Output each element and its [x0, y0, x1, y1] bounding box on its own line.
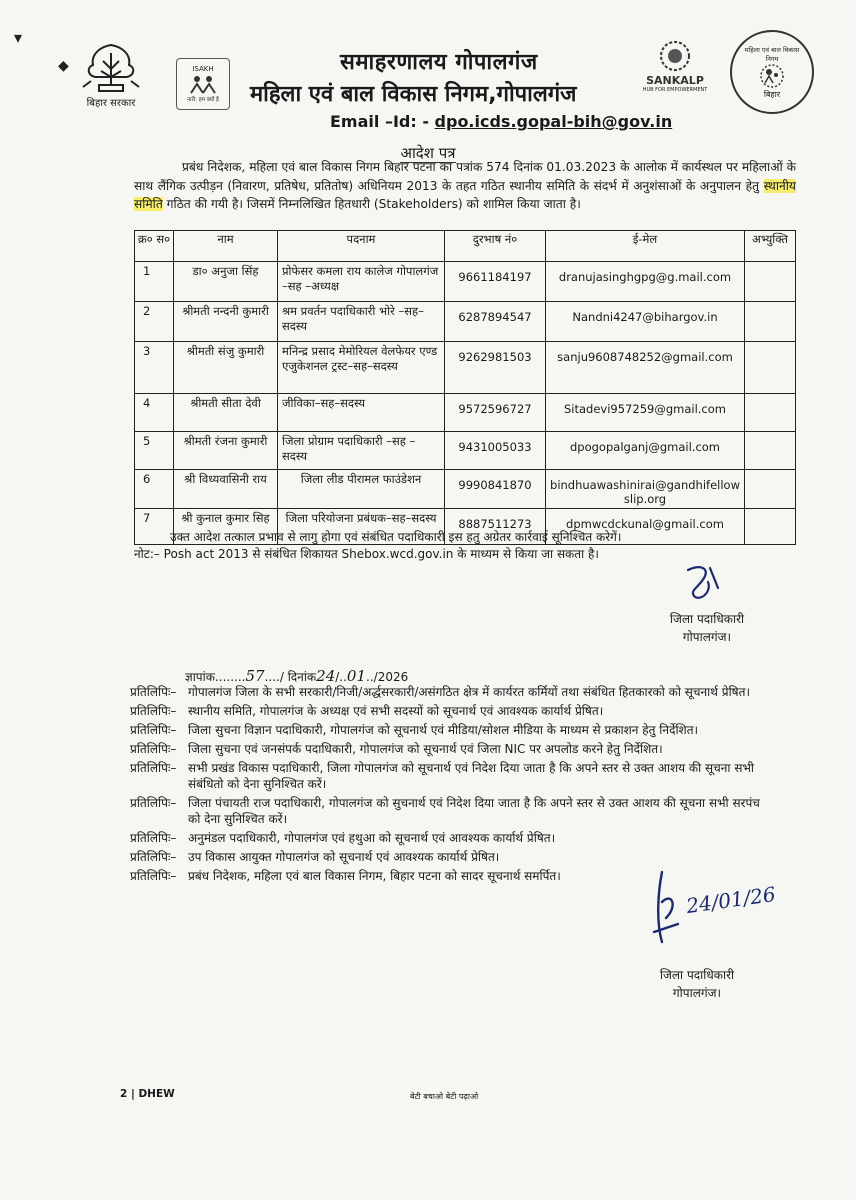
- people-icon: [188, 73, 218, 95]
- cell-email: Sitadevi957259@gmail.com: [546, 394, 745, 432]
- copy-label: प्रतिलिपिः–: [130, 761, 177, 775]
- copy-text: गोपालगंज जिला के सभी सरकारी/निजी/अर्द्धसरकारी/असंगठित क्षेत्र में कार्यरत कर्मियों तथा संबंधित हितकारको को सूचनार्थ प्रेषित।: [188, 685, 750, 699]
- cell-designation: जिला प्रोग्राम पदाधिकारी –सह – सदस्य: [278, 432, 445, 470]
- logo-caption: ISAKH: [192, 65, 214, 73]
- corner-mark: ▾: [14, 28, 23, 47]
- logo-caption: नारी: हम क्यों है: [187, 97, 219, 103]
- signature-1: [680, 562, 728, 608]
- cell-name: श्रीमती नन्दनी कुमारी: [174, 302, 278, 342]
- table-row: [135, 302, 796, 342]
- cell-remark: [745, 470, 796, 509]
- cell-name: डा० अनुजा सिंह: [174, 262, 278, 302]
- cell-remark: [745, 394, 796, 432]
- copy-list: [130, 684, 770, 887]
- cell-remark: [745, 342, 796, 394]
- bihar-emblem-logo: [76, 40, 146, 110]
- cell-designation: जिला परियोजना प्रबंधक–सह–सदस्य: [278, 509, 445, 545]
- copy-label: प्रतिलिपिः–: [130, 742, 177, 756]
- copy-label: प्रतिलिपिः–: [130, 723, 177, 737]
- cell-designation: जीविका–सह–सदस्य: [278, 394, 445, 432]
- seal-caption: महिला एवं बाल विकास निगम: [744, 45, 800, 63]
- signatory-place: गोपालगंज।: [672, 986, 722, 1000]
- intro-paragraph: [134, 158, 796, 214]
- cell-phone: 9431005033: [445, 432, 546, 470]
- sankalp-emblem-icon: [655, 40, 695, 74]
- cell-phone: 9990841870: [445, 470, 546, 509]
- copy-text: प्रबंध निदेशक, महिला एवं बाल विकास निगम, बिहार पटना को सादर सूचनार्थ समर्पित।: [188, 869, 561, 883]
- cell-sn: 2: [135, 302, 174, 342]
- cell-sn: 1: [135, 262, 174, 302]
- signatory-block-2: [642, 966, 752, 1002]
- signatory-block-1: [652, 610, 762, 646]
- cell-name: श्रीमती संजु कुमारी: [174, 342, 278, 394]
- cell-sn: 4: [135, 394, 174, 432]
- committee-table: [134, 230, 796, 545]
- cell-phone: 9572596727: [445, 394, 546, 432]
- col-header-designation: पदनाम: [278, 231, 445, 262]
- list-item: [130, 830, 770, 846]
- cell-email: dranujasinghgpg@g.mail.com: [546, 262, 745, 302]
- copy-text: अनुमंडल पदाधिकारी, गोपालगंज एवं हथुआ को सूचनार्थ एवं आवश्यक कार्यार्थ प्रेषित।: [188, 831, 556, 845]
- table-row: [135, 432, 796, 470]
- signatory-designation: जिला पदाधिकारी: [659, 968, 735, 982]
- cell-email: bindhuawashinirai@gandhifellowslip.org: [546, 470, 745, 509]
- cell-remark: [745, 262, 796, 302]
- signatory-designation: जिला पदाधिकारी: [669, 612, 745, 626]
- cell-phone: 6287894547: [445, 302, 546, 342]
- memo-number: 57: [245, 667, 265, 685]
- department-title: महिला एवं बाल विकास निगम,गोपालगंज: [250, 82, 577, 107]
- table-row: [135, 342, 796, 394]
- cell-name: श्रीमती रंजना कुमारी: [174, 432, 278, 470]
- list-item: [130, 703, 770, 719]
- seal-caption: बिहार: [763, 89, 781, 99]
- email-line: [330, 112, 672, 131]
- posh-note: नोट:– Posh act 2013 से संबंधित शिकायत Shebox.wcd.gov.in के माध्यम से किया जा सकता है।: [134, 547, 599, 561]
- wcd-corporation-seal: [730, 30, 814, 114]
- table-row: [135, 262, 796, 302]
- cell-name: श्रीमती सीता देवी: [174, 394, 278, 432]
- isakh-logo: [176, 58, 230, 110]
- logo-caption: SANKALP: [646, 73, 704, 87]
- cell-designation: जिला लीड पीरामल फाउंडेशन: [278, 470, 445, 509]
- letterhead: [0, 0, 856, 140]
- email-label: Email –Id: -: [330, 112, 429, 131]
- intro-text: गठित की गयी है। जिसमें निम्नलिखित हितधारी (Stakeholders) को शामिल किया जाता है।: [166, 197, 581, 211]
- cell-name: श्री विध्यवासिनी राय: [174, 470, 278, 509]
- office-title: समाहरणालय गोपालगंज: [340, 50, 538, 75]
- cell-phone: 8887511273: [445, 509, 546, 545]
- memo-date-month: 01: [346, 667, 367, 685]
- col-header-remark: अभ्युक्ति: [745, 231, 796, 262]
- cell-sn: 6: [135, 470, 174, 509]
- page-footer: 2 | DHEW: [120, 1088, 175, 1100]
- memo-date-year: 2026: [377, 670, 409, 684]
- copy-text: जिला सुचना विज्ञान पदाधिकारी, गोपालगंज को सूचनार्थ एवं मीडिया/सोशल मीडिया के माध्यम से प्रकाशन हेतु निर्देशित।: [188, 723, 699, 737]
- email-link[interactable]: dpo.icds.gopal-bih@gov.in: [434, 112, 673, 131]
- cell-sn: 5: [135, 432, 174, 470]
- signatory-place: गोपालगंज।: [682, 630, 732, 644]
- footer-org: DHEW: [138, 1088, 175, 1100]
- cell-sn: 3: [135, 342, 174, 394]
- mother-child-icon: [757, 63, 787, 89]
- copy-text: सभी प्रखंड विकास पदाधिकारी, जिला गोपालगंज को सूचनार्थ एवं निदेश दिया जाता है कि अपने स्तर से उक्त आशय की सूचना सभी संबंधितो को देना सुनिश्चित करें।: [188, 761, 755, 791]
- footer-slogan: बेटी बचाओ बेटी पढ़ाओ: [410, 1092, 479, 1101]
- document-title-text: आदेश पत्र: [400, 144, 456, 162]
- cell-email: dpogopalganj@gmail.com: [546, 432, 745, 470]
- page-number: 2: [120, 1088, 128, 1100]
- copy-label: प्रतिलिपिः–: [130, 850, 177, 864]
- table-row: [135, 394, 796, 432]
- cell-remark: [745, 302, 796, 342]
- logo-caption: बिहार सरकार: [86, 98, 136, 109]
- cell-remark: [745, 432, 796, 470]
- signature-2: [648, 862, 778, 956]
- copy-label: प्रतिलिपिः–: [130, 869, 177, 883]
- cell-name: श्री कुनाल कुमार सिह: [174, 509, 278, 545]
- memo-label: ज्ञापांक: [185, 670, 215, 684]
- cell-sn: 7: [135, 509, 174, 545]
- cell-email: dpmwcdckunal@gmail.com: [546, 509, 745, 545]
- handwritten-signature-icon: [680, 562, 728, 604]
- cell-phone: 9262981503: [445, 342, 546, 394]
- list-item: [130, 795, 770, 827]
- copy-text: उप विकास आयुक्त गोपालगंज को सूचनार्थ एवं आवश्यक कार्यार्थ प्रेषित।: [188, 850, 500, 864]
- table-header-row: [135, 231, 796, 262]
- col-header-sn: क्र० स०: [135, 231, 174, 262]
- copy-label: प्रतिलिपिः–: [130, 704, 177, 718]
- col-header-email: ई-मेल: [546, 231, 745, 262]
- copy-label: प्रतिलिपिः–: [130, 685, 177, 699]
- copy-label: प्रतिलिपिः–: [130, 796, 177, 810]
- memo-line: ज्ञापांक........57..../ दिनांक24/..01../2026: [185, 667, 409, 685]
- copy-label: प्रतिलिपिः–: [130, 831, 177, 845]
- signature-date: 24/01/26: [684, 881, 778, 919]
- cell-designation: श्रम प्रवर्तन पदाधिकारी भोरे –सह–सदस्य: [278, 302, 445, 342]
- list-item: [130, 741, 770, 757]
- list-item: [130, 760, 770, 792]
- intro-text: प्रबंध निदेशक, महिला एवं बाल विकास निगम बिहार पटना का पत्रांक 574 दिनांक 01.03.2023 के आलोक में कार्यस्थल पर महिलाओं के साथ लैंगिक उत्पीड़न (निवारण, प्रतिषेध, प्रतितोष) अधिनियम 2013 के तहत गठित स्थानीय समिति के संदर्भ में अनुशंसाओं के अनुपालन हेतु: [134, 160, 796, 193]
- cell-designation: प्रोफेसर कमला राय कालेज गोपालगंज –सह –अध्यक्ष: [278, 262, 445, 302]
- order-statement: उक्त आदेश तत्काल प्रभाव से लागु होगा एवं संबंधित पदाधिकारी इस हतु अग्रेतर कार्रवाई सूनिश्चित करेगें।: [170, 530, 622, 544]
- cell-email: sanju9608748252@gmail.com: [546, 342, 745, 394]
- corner-mark: ◆: [58, 58, 69, 74]
- copy-text: जिला पंचायती राज पदाधिकारी, गोपालगंज को सुचनार्थ एवं निदेश दिया जाता है कि अपने स्तर से उक्त आशय की सूचना सभी सरपंच को देना सुनिश्चित करें।: [188, 796, 760, 826]
- sankalp-logo: [634, 36, 716, 96]
- highlighted-term: स्थानीय समिति: [134, 178, 796, 211]
- cell-designation: मनिन्द्र प्रसाद मेमोरियल वेलफेयर एण्ड एजुकेशनल ट्रस्ट–सह–सदस्य: [278, 342, 445, 394]
- copy-text: स्थानीय समिति, गोपालगंज के अध्यक्ष एवं सभी सदस्यों को सूचनार्थ एवं आवश्यक कार्यार्थ प्रेषित।: [188, 704, 604, 718]
- col-header-phone: दुरभाष नं०: [445, 231, 546, 262]
- bodhi-tree-icon: [79, 41, 143, 93]
- col-header-name: नाम: [174, 231, 278, 262]
- memo-date-label: दिनांक: [287, 670, 317, 684]
- cell-phone: 9661184197: [445, 262, 546, 302]
- copy-text: जिला सुचना एवं जनसंपर्क पदाधिकारी, गोपालगंज को सूचनार्थ एवं जिला NIC पर अपलोड करने हेतु निर्देशित।: [188, 742, 663, 756]
- list-item: [130, 722, 770, 738]
- list-item: [130, 684, 770, 700]
- cell-email: Nandni4247@bihargov.in: [546, 302, 745, 342]
- memo-date-day: 24: [316, 667, 336, 685]
- table-row: [135, 470, 796, 509]
- logo-caption: HUB FOR EMPOWERMENT: [642, 86, 708, 93]
